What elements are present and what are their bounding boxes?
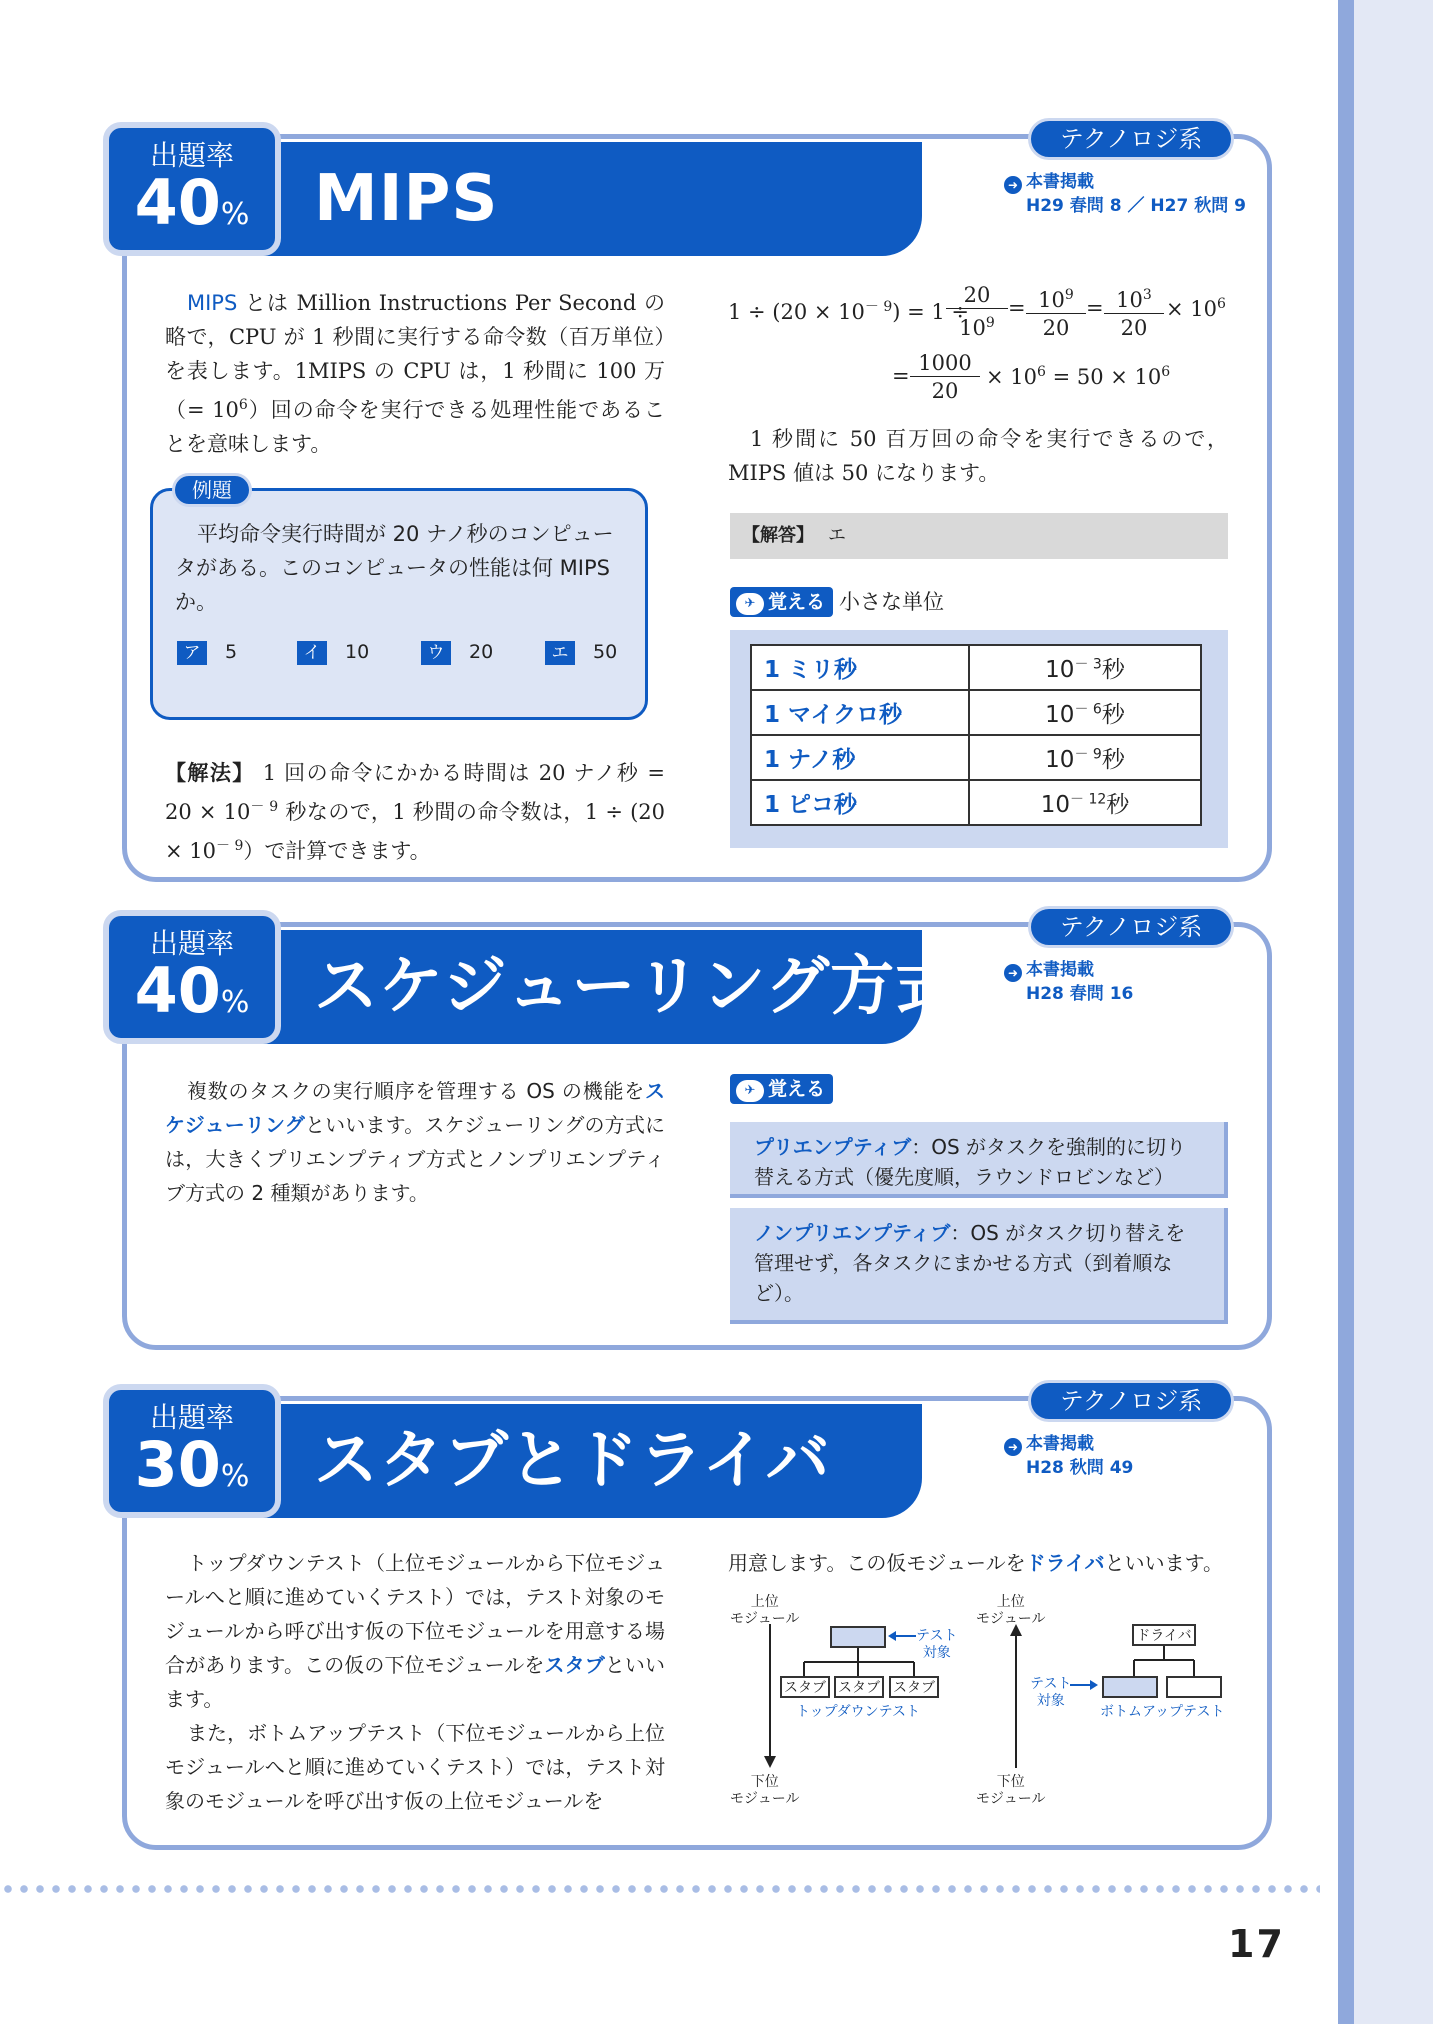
formula-text: ) = 1 ÷ [892,300,970,324]
unit-name: 1 ミリ秒 [751,645,969,690]
fraction-den: 20 [1120,316,1148,340]
unit-base: 10 [1040,792,1070,818]
unit-value [969,735,1201,780]
formula-text: × 10 [986,365,1037,389]
equals: = [892,364,910,388]
fraction-num-base: 10 [1116,288,1143,312]
formula-part [1166,296,1226,321]
ref-title: 本書掲載 [1026,960,1094,980]
fraction-num-base: 10 [1038,288,1065,312]
fraction-num [1026,282,1086,314]
ref-title: 本書掲載 [1026,1434,1094,1454]
unit-suffix: 秒 [1101,702,1125,728]
driver-paragraph [728,1546,1238,1580]
unit-value [969,645,1201,690]
side-band [1338,0,1433,2024]
answer-bar [730,513,1228,559]
fraction-den: 20 [1042,316,1070,340]
fraction-den-base: 10 [959,316,986,340]
table-row [751,645,1201,690]
formula-sup: 6 [1037,364,1046,380]
example-tag: 例題 [172,473,252,507]
driver-box: ドライバ [1132,1624,1196,1646]
stub-box: スタブ [834,1676,884,1698]
choice-e [545,641,617,665]
mips-intro [165,286,665,461]
unit-suffix: 秒 [1106,792,1130,818]
unit-table [750,644,1202,826]
fraction [1104,282,1164,342]
arrow-circle-icon: ➜ [1004,964,1022,982]
section-title: MIPS [314,162,499,236]
formula-text: × 10 [1166,297,1217,321]
rate-badge [103,122,281,256]
stub-box: スタブ [780,1676,830,1698]
bird-icon: ✈ [736,1080,764,1102]
lower-module-label-right: 下位 モジュール [976,1774,1046,1807]
fraction [910,350,980,405]
example-box [150,488,648,720]
memo-heading [730,586,944,617]
choice-i [297,641,369,665]
preemptive-box [730,1122,1228,1198]
equals: = [1008,296,1026,320]
intro-text-2: ）回の命令を実行できる処理性能であることを意味します。 [165,398,665,456]
dotted-divider [0,1884,1320,1894]
page-number: 17 [1228,1922,1285,1966]
unit-base: 10 [1045,747,1075,773]
module-box [1166,1676,1222,1698]
fraction-den-sup: 9 [985,315,995,331]
memo-title: 小さな単位 [839,590,945,614]
test-target-box-left [830,1626,886,1648]
nonpreemptive-box [730,1208,1228,1324]
rate-number: 40 [134,166,221,239]
category-pill: テクノロジ系 [1028,118,1234,160]
rate-value [109,166,275,246]
choice-value: 5 [225,641,238,663]
unit-exp: － 3 [1074,656,1102,673]
stub-paragraph-1 [165,1546,665,1716]
fraction-num: 1000 [910,350,980,377]
answer-label: 【解答】 [742,525,814,546]
rate-label: 出題率 [149,1401,234,1434]
keyword-preemptive: プリエンプティブ [754,1135,912,1159]
para1-text-1: トップダウンテスト（上位モジュールから下位モジュールへと順に進めていくテスト）では，テスト対象のモジュールから呼び出す仮の下位モジュールを用意する場合があります。この仮の下位モジュールを [165,1551,665,1677]
book-reference [1004,170,1246,218]
keyword-mips: MIPS [187,291,238,315]
fraction-den: 20 [931,379,959,403]
memo-badge [730,1074,833,1104]
title-bar [262,142,922,256]
formula-part [986,364,1170,389]
choice-a [177,641,237,665]
fraction-num-sup: 9 [1064,287,1074,303]
unit-panel [730,630,1228,848]
upper-module-label-left: 上位 モジュール [730,1594,800,1627]
book-reference [1004,1432,1133,1480]
solution-text-2: 秒なので，1 秒間の命令数は，1 ÷ (20 × 10 [165,800,666,863]
section-title: スケジューリング方式 [314,950,961,1024]
book-reference [1004,958,1133,1006]
intro-text-2: といいます。スケジューリングの方式には，大きくプリエンプティブ方式とノンプリエンプティブ方式の 2 種類があります。 [165,1113,665,1205]
rate-label: 出題率 [149,927,234,960]
choice-u [421,641,493,665]
mips-result: 1 秒間に 50 百万回の命令を実行できるので，MIPS 値は 50 になります。 [728,427,1228,485]
stub-box: スタブ [889,1676,939,1698]
example-question: 平均命令実行時間が 20 ナノ秒のコンピュータがある。このコンピュータの性能は何 MIPS か。 [175,522,614,614]
table-row [751,690,1201,735]
mips-solution [165,756,665,868]
arrow-circle-icon: ➜ [1004,176,1022,194]
unit-exp: － 6 [1074,701,1102,718]
unit-base: 10 [1045,657,1075,683]
rate-value [109,1428,275,1508]
keyword-driver: ドライバ [1025,1551,1105,1575]
unit-base: 10 [1045,702,1075,728]
formula-sup: 6 [1217,296,1226,312]
table-row [751,780,1201,825]
title-bar [262,930,961,1044]
memo-badge [730,587,833,617]
title-bar [262,1404,922,1518]
intro-text-1: 複数のタスクの実行順序を管理する OS の機能を [187,1079,645,1103]
test-target-label-left: テスト 対象 [916,1628,958,1661]
solution-text-3: ）で計算できます。 [243,839,431,863]
rate-unit: % [220,1459,250,1494]
rate-badge [103,1384,281,1518]
unit-suffix: 秒 [1101,747,1125,773]
fraction-num: 20 [946,282,1008,309]
rate-unit: % [220,985,250,1020]
rate-label: 出題率 [149,139,234,172]
solution-label: 【解法】 [165,761,255,785]
arrow-circle-icon: ➜ [1004,1438,1022,1456]
rate-number: 30 [134,1428,221,1501]
ref-items: H28 春問 16 [1026,984,1134,1004]
scheduling-intro [165,1074,665,1210]
solution-sup-1: － 9 [250,799,279,815]
fraction [946,282,1008,342]
unit-name: 1 マイクロ秒 [751,690,969,735]
fraction-num-sup: 3 [1142,287,1152,303]
unit-exp: － 12 [1070,791,1107,808]
ref-title: 本書掲載 [1026,172,1094,192]
lower-module-label-left: 下位 モジュール [730,1774,800,1807]
arrow-left-icon [888,1631,896,1641]
keyword-stub: スタブ [544,1653,605,1677]
driver-text-1: 用意します。この仮モジュールを [728,1551,1026,1575]
fraction-den [946,309,1008,342]
rate-unit: % [220,197,250,232]
rate-badge [103,910,281,1044]
rate-number: 40 [134,954,221,1027]
preemptive-text: ：OS がタスクを強制的に切り替える方式（優先度順，ラウンドロビンなど） [754,1135,1186,1189]
memo-badge-label: 覚える [768,591,826,613]
formula-text: 1 ÷ (20 × 10 [728,300,865,324]
memo-heading [730,1074,833,1104]
memo-badge-label: 覚える [768,1078,826,1100]
choice-value: 10 [345,641,370,663]
intro-sup: 6 [238,397,248,413]
formula-part [728,296,969,324]
choice-key: ア [177,641,207,665]
topdown-caption: トップダウンテスト [796,1704,921,1720]
nonpreemptive-text: ：OS がタスク切り替えを管理せず，各タスクにまかせる方式（到着順など）。 [754,1221,1186,1305]
unit-exp: － 9 [1074,746,1102,763]
test-diagram [720,1584,1240,1814]
choice-key: ウ [421,641,451,665]
fraction-num [1104,282,1164,314]
formula-sup: － 9 [864,299,893,315]
table-row [751,735,1201,780]
category-pill: テクノロジ系 [1028,1380,1234,1422]
bottomup-caption: ボトムアップテスト [1100,1704,1225,1720]
para1-text-2: といいます。 [165,1653,666,1711]
driver-text-2: といいます。 [1104,1551,1224,1575]
stub-paragraph-2: また，ボトムアップテスト（下位モジュールから上位モジュールへと順に進めていくテスト）では，テスト対象のモジュールを呼び出す仮の上位モジュールを [165,1721,665,1813]
formula-sup: 6 [1161,364,1171,380]
arrow-right-icon [1090,1680,1098,1690]
test-target-label-right: テスト 対象 [1030,1676,1072,1709]
choice-key: エ [545,641,575,665]
unit-name: 1 ナノ秒 [751,735,969,780]
test-target-box-right [1102,1676,1158,1698]
ref-items: H29 春問 8 ／ H27 秋問 9 [1026,196,1246,216]
bird-icon: ✈ [736,593,764,615]
solution-sup-2: － 9 [216,838,244,854]
unit-value [969,780,1201,825]
section-title: スタブとドライバ [314,1424,831,1498]
unit-value [969,690,1201,735]
keyword-nonpreemptive: ノンプリエンプティブ [754,1221,951,1245]
ref-items: H28 秋問 49 [1026,1458,1134,1478]
unit-name: 1 ピコ秒 [751,780,969,825]
fraction [1026,282,1086,342]
equals: = [1086,296,1104,320]
rate-value [109,954,275,1034]
formula-text: = 50 × 10 [1052,365,1162,389]
category-pill: テクノロジ系 [1028,906,1234,948]
choice-key: イ [297,641,327,665]
arrow-down-icon [764,1756,776,1768]
keyword-scheduling: スケジューリング [165,1079,665,1137]
choice-value: 20 [469,641,494,663]
answer-value: エ [828,525,846,546]
choice-value: 50 [593,641,618,663]
solution-text-1: 1 回の命令にかかる時間は 20 ナノ秒 = 20 × 10 [165,761,665,824]
unit-suffix: 秒 [1101,657,1125,683]
upper-module-label-right: 上位 モジュール [976,1594,1046,1627]
intro-text-1: とは Million Instructions Per Second の略で，CPU が 1 秒間に実行する命令数（百万単位）を表します。1MIPS の CPU は，1 秒間に 100 万（= 10 [165,291,665,422]
